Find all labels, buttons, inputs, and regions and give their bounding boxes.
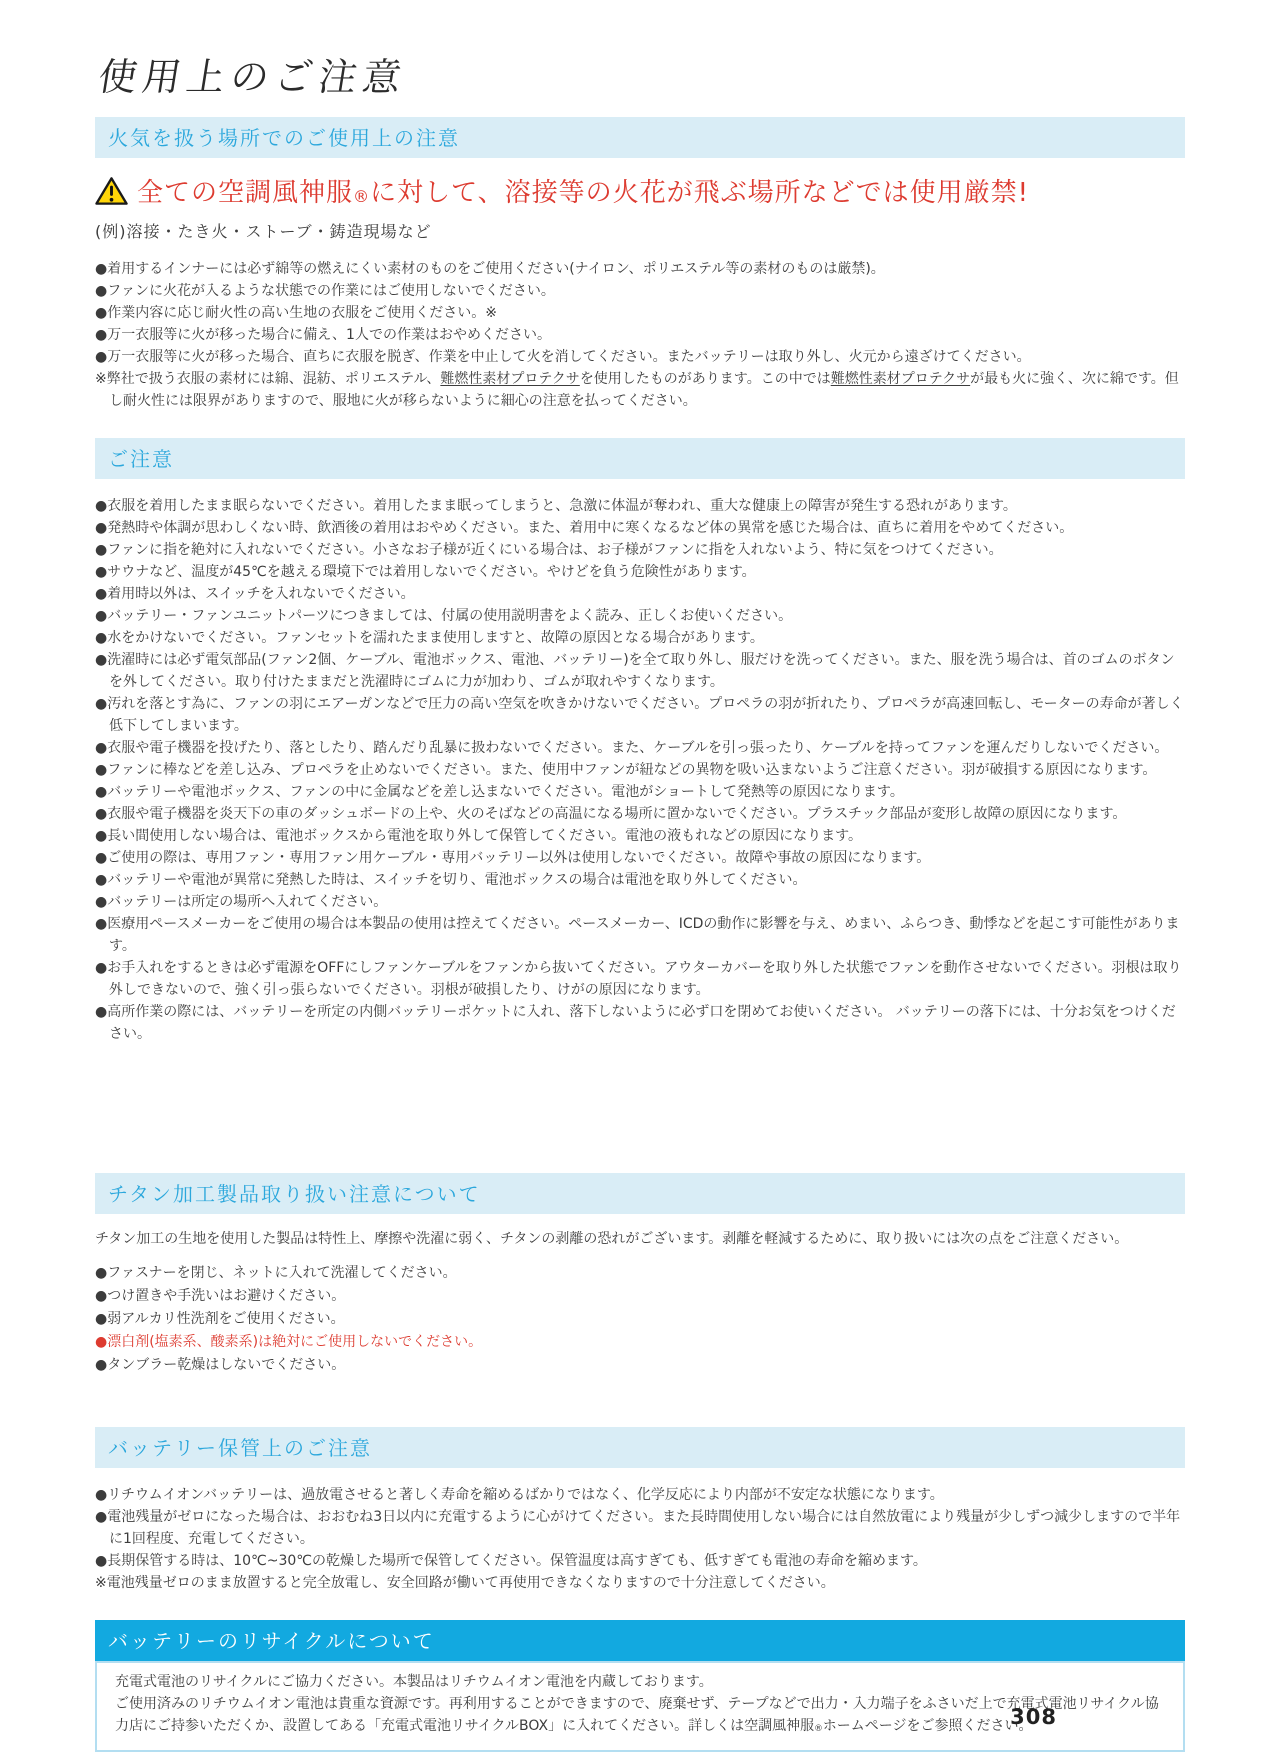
list-item: ※弊社で扱う衣服の素材には綿、混紡、ポリエステル、難燃性素材プロテクサを使用したものがあります。この中では難燃性素材プロテクサが最も火に強く、次に綿です。但し耐火性には限界がありますので、服地に火が移らないように細心の注意を払ってください。 — [95, 371, 1179, 409]
list-item: ●バッテリーや電池ボックス、ファンの中に金属などを差し込まないでください。電池がショートして発熱等の原因になります。 — [95, 784, 904, 800]
list-item: ●ファスナーを閉じ、ネットに入れて洗濯してください。 — [95, 1265, 457, 1281]
list-item: ●衣服を着用したまま眠らないでください。着用したまま眠ってしまうと、急激に体温が奪われ、重大な健康上の障害が発生する恐れがあります。 — [95, 498, 1017, 514]
list-item: ●発熱時や体調が思わしくない時、飲酒後の着用はおやめください。また、着用中に寒くなるなど体の異常を感じた場合は、直ちに着用をやめてください。 — [95, 520, 1074, 536]
list-item: ●サウナなど、温度が45℃を越える環境下では着用しないでください。やけどを負う危険性があります。 — [95, 564, 756, 580]
section-header-titanium-label: チタン加工製品取り扱い注意について — [108, 1182, 481, 1206]
section-header-battery-storage-label: バッテリー保管上のご注意 — [108, 1436, 372, 1460]
list-item: ●弱アルカリ性洗剤をご使用ください。 — [95, 1311, 345, 1327]
list-item: ●長期保管する時は、10℃~30℃の乾燥した場所で保管してください。保管温度は高すぎても、低すぎても電池の寿命を縮めます。 — [95, 1553, 927, 1569]
list-item: ●タンブラー乾燥はしないでください。 — [95, 1357, 346, 1373]
section-header-caution — [95, 438, 1185, 479]
list-item: ●着用するインナーには必ず綿等の燃えにくい素材のものをご使用ください(ナイロン、ポリエステル等の素材のものは厳禁)。 — [95, 261, 885, 277]
battery-storage-bullet-list — [95, 1484, 1185, 1594]
section-header-caution-label: ご注意 — [108, 447, 174, 471]
list-item: ●つけ置きや手洗いはお避けください。 — [95, 1288, 346, 1304]
list-item: ●水をかけないでください。ファンセットを濡れたまま使用しますと、故障の原因となる場合があります。 — [95, 630, 764, 646]
fire-warning-text: 全ての空調風神服®に対して、溶接等の火花が飛ぶ場所などでは使用厳禁! — [137, 178, 1030, 208]
recycle-banner-label: バッテリーのリサイクルについて — [108, 1629, 435, 1653]
fire-warning — [95, 172, 1185, 209]
list-item: ●医療用ペースメーカーをご使用の場合は本製品の使用は控えてください。ペースメーカー、ICDの動作に影響を与え、めまい、ふらつき、動悸などを起こす可能性があります。 — [95, 916, 1180, 954]
list-item: ●万一衣服等に火が移った場合、直ちに衣服を脱ぎ、作業を中止して火を消してください。またバッテリーは取り外し、火元から遠ざけてください。 — [95, 349, 1031, 365]
list-item: ●ファンに指を絶対に入れないでください。小さなお子様が近くにいる場合は、お子様がファンに指を入れないよう、特に気をつけてください。 — [95, 542, 1003, 558]
list-item: ●汚れを落とす為に、ファンの羽にエアーガンなどで圧力の高い空気を吹きかけないでください。プロペラの羽が折れたり、プロペラが高速回転し、モーターの寿命が著しく低下してしまいます。 — [95, 696, 1184, 734]
list-item: ●万一衣服等に火が移った場合に備え、1人での作業はおやめください。 — [95, 327, 551, 343]
fire-bullet-list — [95, 258, 1185, 412]
list-item: ●衣服や電子機器を炎天下の車のダッシュボードの上や、火のそばなどの高温になる場所に置かないでください。プラスチック部品が変形し故障の原因になります。 — [95, 806, 1127, 822]
list-item: ●バッテリーや電池が異常に発熱した時は、スイッチを切り、電池ボックスの場合は電池を取り外してください。 — [95, 872, 807, 888]
list-item: ●バッテリー・ファンユニットパーツにつきましては、付属の使用説明書をよく読み、正しくお使いください。 — [95, 608, 793, 624]
titanium-intro-text: チタン加工の生地を使用した製品は特性上、摩擦や洗濯に弱く、チタンの剥離の恐れがございます。剥離を軽減するために、取り扱いには次の点をご注意ください。 — [95, 1231, 1129, 1247]
list-item: ●着用時以外は、スイッチを入れないでください。 — [95, 586, 415, 602]
list-item: ●ご使用の際は、専用ファン・専用ファン用ケーブル・専用バッテリー以外は使用しないでください。故障や事故の原因になります。 — [95, 850, 931, 866]
list-item: ●衣服や電子機器を投げたり、落としたり、踏んだり乱暴に扱わないでください。また、ケーブルを引っ張ったり、ケーブルを持ってファンを運んだりしないでください。 — [95, 740, 1169, 756]
fire-example-text: (例)溶接・たき火・ストーブ・鋳造現場など — [95, 222, 432, 241]
recycle-line-1: 充電式電池のリサイクルにご協力ください。本製品はリチウムイオン電池を内蔵しております。 — [115, 1674, 713, 1690]
list-item: ●リチウムイオンバッテリーは、過放電させると著しく寿命を縮めるばかりではなく、化学反応により内部が不安定な状態になります。 — [95, 1487, 944, 1503]
section-header-battery-storage — [95, 1427, 1185, 1468]
page-title: 使用上のご注意 — [95, 55, 411, 99]
recycle-line-2: ご使用済みのリチウムイオン電池は貴重な資源です。再利用することができますので、廃棄せず、テープなどで出力・入力端子をふさいだ上で充電式電池リサイクル協力店にご持参いただくか、設置してある「充電式電池リサイクルBOX」に入れてください。詳しくは空調風神服®ホームページをご参照ください。 — [115, 1696, 1159, 1734]
section-header-fire-label: 火気を扱う場所でのご使用上の注意 — [108, 126, 460, 150]
list-item: ●洗濯時には必ず電気部品(ファン2個、ケーブル、電池ボックス、電池、バッテリー)を全て取り外し、服だけを洗ってください。また、服を洗う場合は、首のゴムのボタンを外してください。取り付けたままだと洗濯時にゴムに力が加わり、ゴムが取れやすくなります。 — [95, 652, 1175, 690]
list-item: ※電池残量ゼロのまま放置すると完全放電し、安全回路が働いて再使用できなくなりますので十分注意してください。 — [95, 1575, 835, 1591]
warning-triangle-icon — [95, 176, 128, 206]
list-item: ●バッテリーは所定の場所へ入れてください。 — [95, 894, 388, 910]
list-item: ●作業内容に応じ耐火性の高い生地の衣服をご使用ください。※ — [95, 305, 497, 321]
document-page — [95, 46, 1185, 1753]
list-item: ●お手入れをするときは必ず電源をOFFにしファンケーブルをファンから抜いてください。アウターカバーを取り外した状態でファンを動作させないでください。羽根は取り外しできないので、強く引っ張らないでください。羽根が破損したり、けがの原因になります。 — [95, 960, 1182, 998]
page-number: 308 — [1010, 1705, 1057, 1729]
list-item: ●高所作業の際には、バッテリーを所定の内側バッテリーポケットに入れ、落下しないように必ず口を閉めてお使いください。 バッテリーの落下には、十分お気をつけください。 — [95, 1004, 1176, 1042]
list-item: ●長い間使用しない場合は、電池ボックスから電池を取り外して保管してください。電池の液もれなどの原因になります。 — [95, 828, 862, 844]
caution-bullet-list — [95, 495, 1185, 1045]
list-item: ●ファンに火花が入るような状態での作業にはご使用しないでください。 — [95, 283, 555, 299]
section-header-fire — [95, 117, 1185, 158]
list-item: ●漂白剤(塩素系、酸素系)は絶対にご使用しないでください。 — [95, 1334, 483, 1350]
recycle-banner — [95, 1620, 1185, 1661]
section-header-titanium — [95, 1173, 1185, 1214]
list-item: ●ファンに棒などを差し込み、プロペラを止めないでください。また、使用中ファンが紐などの異物を吸い込まないようご注意ください。羽が破損する原因になります。 — [95, 762, 1157, 778]
list-item: ●電池残量がゼロになった場合は、おおむね3日以内に充電するように心がけてください。また長時間使用しない場合には自然放電により残量が少しずつ減少しますので半年に1回程度、充電してください。 — [95, 1509, 1181, 1547]
titanium-bullet-list — [95, 1262, 1185, 1377]
